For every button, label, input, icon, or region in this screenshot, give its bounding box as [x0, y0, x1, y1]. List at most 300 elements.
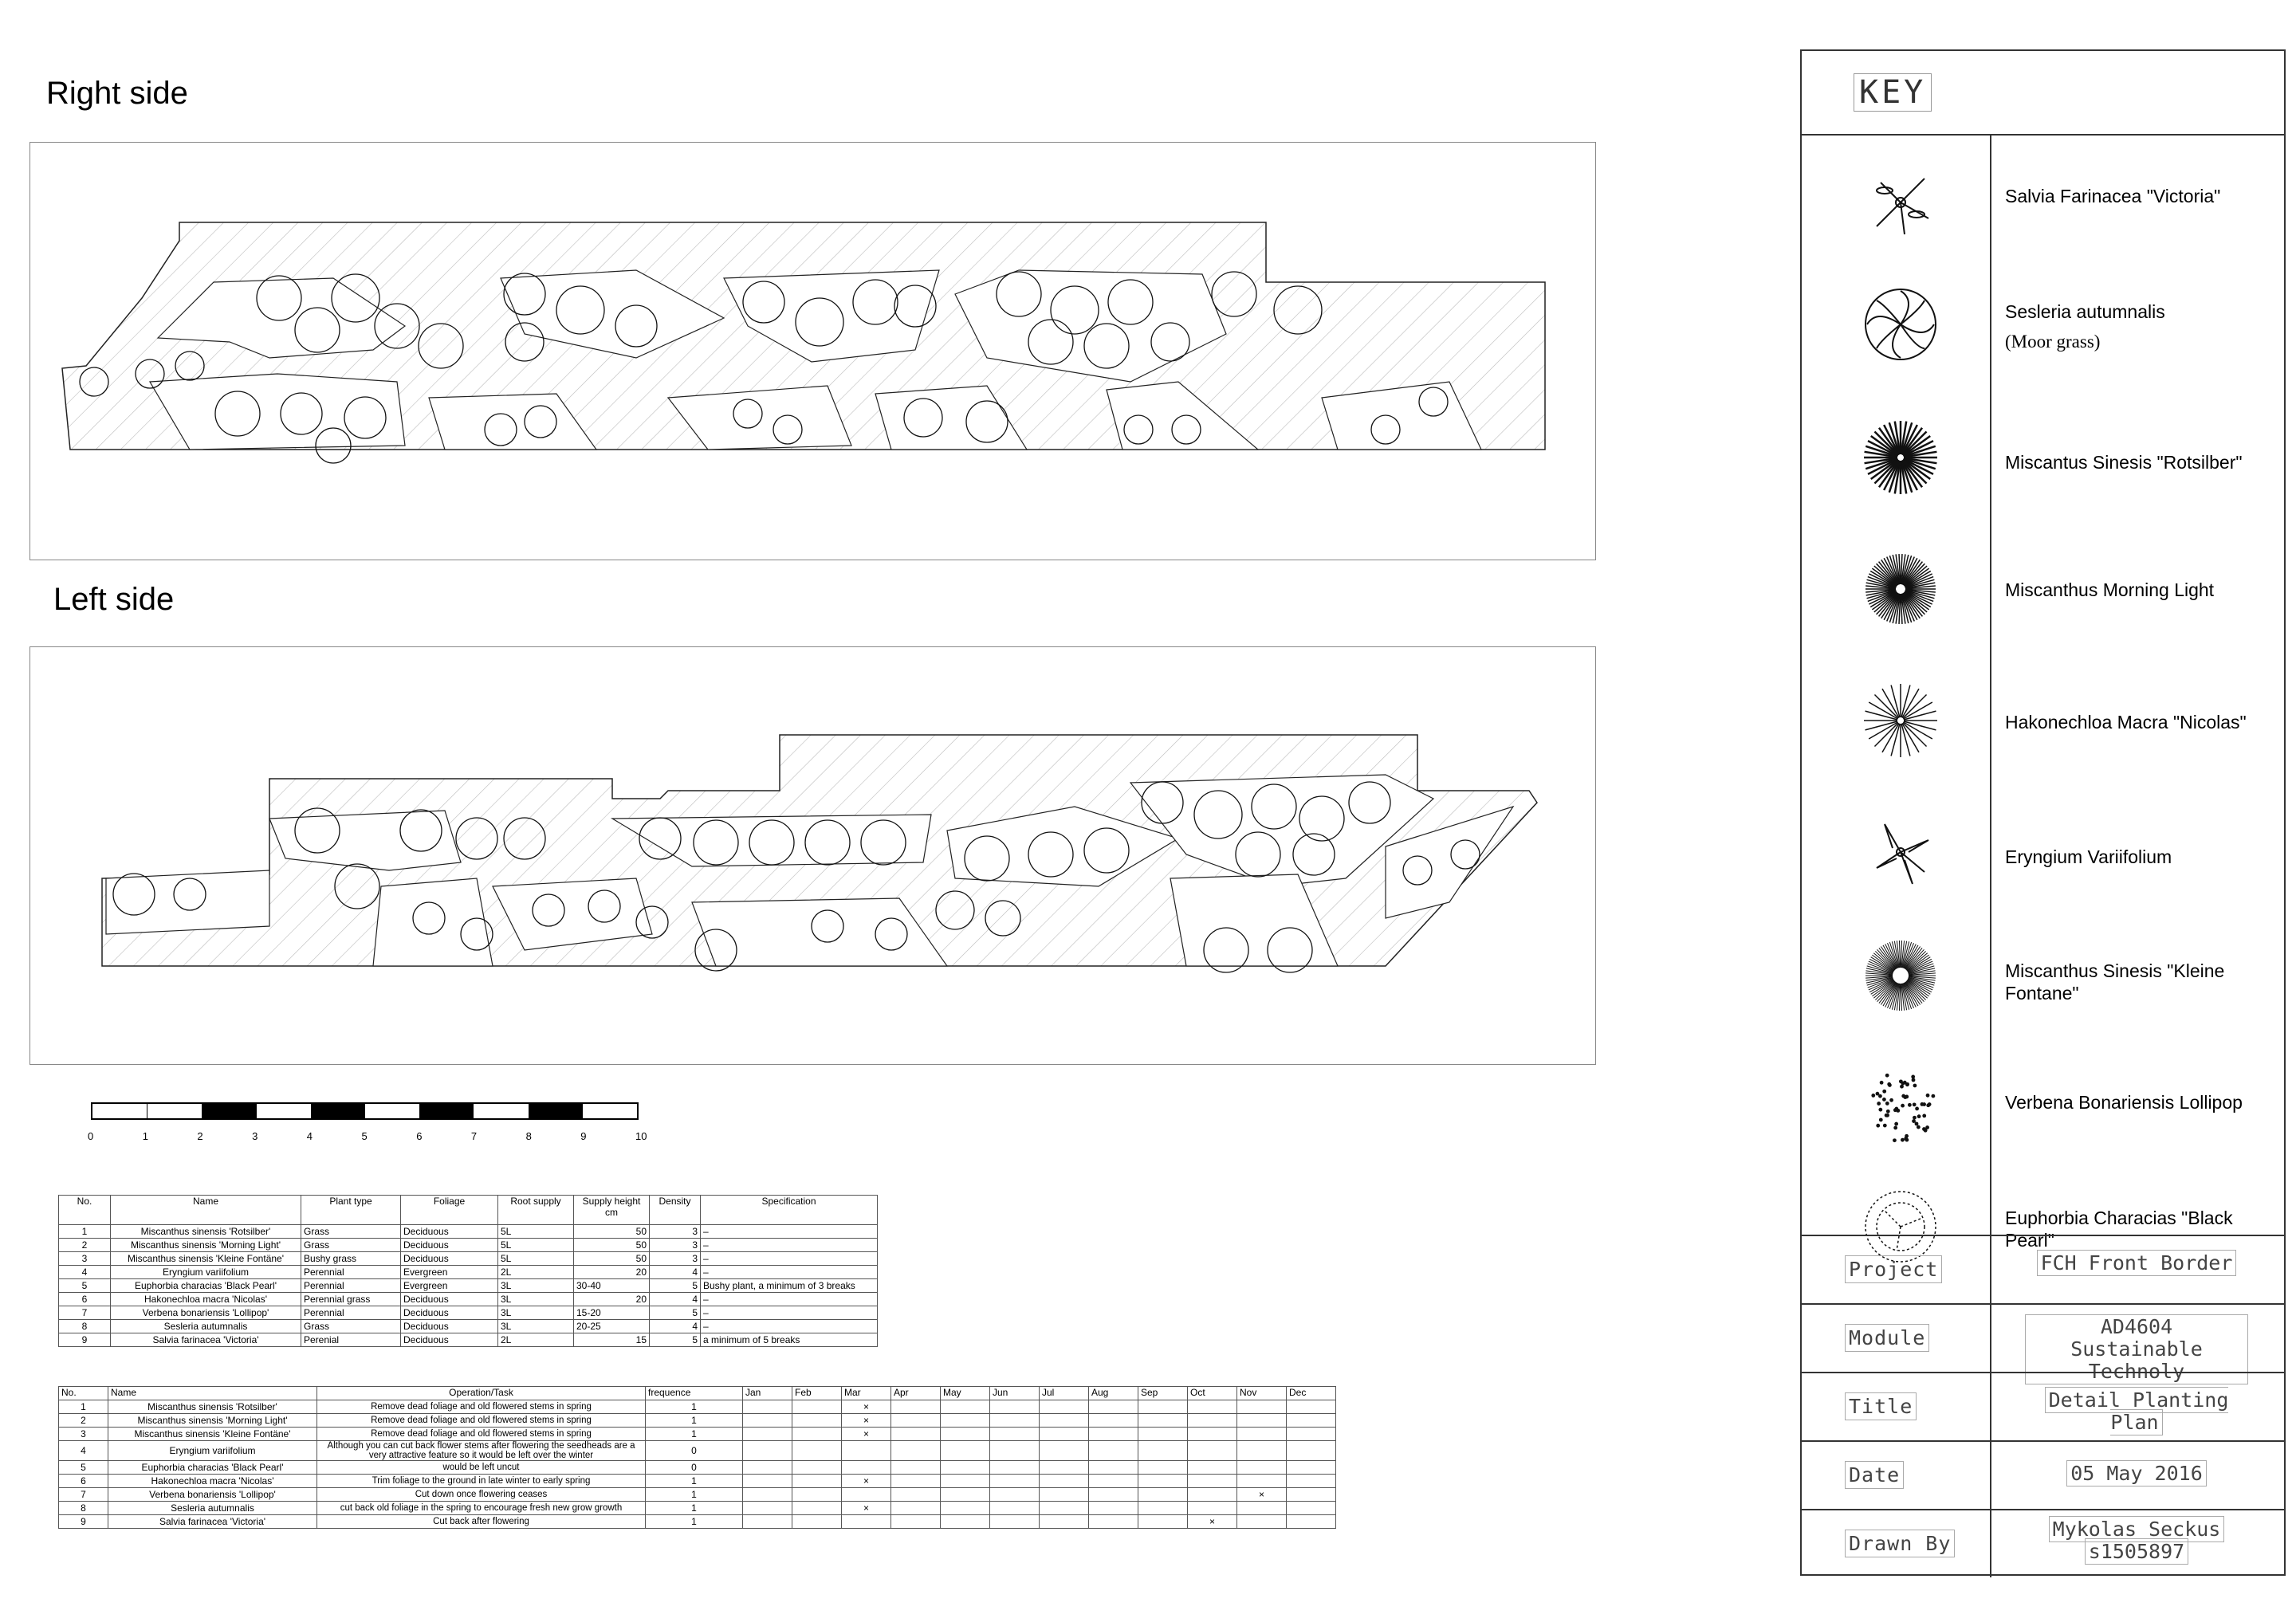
task-table-cell: Trim foliage to the ground in late winter to early spring — [317, 1475, 646, 1488]
plant-table-cell: 3L — [498, 1306, 574, 1320]
plant-table-cell: – — [701, 1266, 878, 1279]
task-month-cell — [1138, 1515, 1188, 1529]
task-table-header: Oct — [1188, 1387, 1237, 1400]
task-table-cell: Remove dead foliage and old flowered stems in spring — [317, 1414, 646, 1428]
task-month-cell — [891, 1414, 941, 1428]
plant-table-cell: 2 — [59, 1239, 111, 1252]
plant-table-cell: 3 — [650, 1225, 701, 1239]
task-table-cell: Cut back after flowering — [317, 1515, 646, 1529]
task-table-header: Jul — [1040, 1387, 1089, 1400]
task-table-header: Apr — [891, 1387, 941, 1400]
plant-table-cell: 50 — [574, 1225, 650, 1239]
plant-table-cell: Perennial — [301, 1279, 401, 1293]
date-row — [1802, 1440, 2284, 1510]
task-month-cell — [990, 1502, 1040, 1515]
task-month-cell — [1287, 1475, 1336, 1488]
plant-table-row — [59, 1225, 878, 1239]
task-table-cell: Cut down once flowering ceases — [317, 1488, 646, 1502]
drawn-by-label: Drawn By — [1845, 1530, 1955, 1557]
plant-table-cell: 6 — [59, 1293, 111, 1306]
key-item-morning-light — [1802, 529, 2284, 657]
plant-table-cell: Sesleria autumnalis — [111, 1320, 301, 1333]
task-month-cell — [1089, 1461, 1138, 1475]
task-table-cell: Hakonechloa macra 'Nicolas' — [108, 1475, 317, 1488]
plant-table-cell: 3 — [59, 1252, 111, 1266]
plant-table-cell: 9 — [59, 1333, 111, 1347]
task-table-row — [59, 1441, 1336, 1461]
task-month-cell — [1089, 1414, 1138, 1428]
plant-table-cell: Deciduous — [401, 1306, 498, 1320]
task-month-cell — [891, 1428, 941, 1441]
task-month-cell — [941, 1461, 990, 1475]
right-side-heading: Right side — [46, 76, 188, 111]
plant-table-cell: 5L — [498, 1252, 574, 1266]
plant-table-cell: 3 — [650, 1252, 701, 1266]
key-label-verbena: Verbena Bonariensis Lollipop — [2005, 1092, 2243, 1113]
task-month-cell — [1188, 1414, 1237, 1428]
plant-table-cell: 1 — [59, 1225, 111, 1239]
plant-table-cell: Deciduous — [401, 1252, 498, 1266]
scale-tick: 10 — [635, 1130, 647, 1142]
plant-table-row — [59, 1266, 878, 1279]
plant-table-cell: Salvia farinacea 'Victoria' — [111, 1333, 301, 1347]
plant-table-cell: Perenial — [301, 1333, 401, 1347]
salvia-icon — [1861, 163, 1940, 242]
scale-tick: 6 — [416, 1130, 423, 1142]
task-table-cell: Remove dead foliage and old flowered stems in spring — [317, 1428, 646, 1441]
task-month-cell — [1237, 1428, 1287, 1441]
task-month-cell — [1040, 1515, 1089, 1529]
task-month-cell — [1089, 1428, 1138, 1441]
task-table-row — [59, 1515, 1336, 1529]
plant-table-cell: – — [701, 1293, 878, 1306]
scale-tick: 5 — [361, 1130, 368, 1142]
plant-table-header: Specification — [701, 1196, 878, 1225]
plant-table-cell: Perennial grass — [301, 1293, 401, 1306]
plant-table-cell: – — [701, 1239, 878, 1252]
plant-table-cell: Perennial — [301, 1266, 401, 1279]
task-table-cell: would be left uncut — [317, 1461, 646, 1475]
task-month-cell — [1287, 1502, 1336, 1515]
plant-table-header: Density — [650, 1196, 701, 1225]
task-table-cell: Salvia farinacea 'Victoria' — [108, 1515, 317, 1529]
plant-table-cell: Grass — [301, 1320, 401, 1333]
task-table-header: May — [941, 1387, 990, 1400]
task-month-cell — [1287, 1441, 1336, 1461]
task-table-header: Aug — [1089, 1387, 1138, 1400]
key-item-verbena — [1802, 1051, 2284, 1171]
plant-table-cell: 15 — [574, 1333, 650, 1347]
plant-table-cell: 15-20 — [574, 1306, 650, 1320]
plant-table-cell: 4 — [59, 1266, 111, 1279]
task-month-cell — [1040, 1428, 1089, 1441]
plant-table-cell: – — [701, 1252, 878, 1266]
task-month-cell — [990, 1414, 1040, 1428]
plant-table-cell: Miscanthus sinensis 'Rotsilber' — [111, 1225, 301, 1239]
task-table-cell: 1 — [646, 1400, 743, 1414]
task-month-cell — [891, 1475, 941, 1488]
plant-table-cell: 8 — [59, 1320, 111, 1333]
key-item-eryngium — [1802, 788, 2284, 916]
key-label-sesleria-common: (Moor grass) — [2005, 332, 2101, 351]
task-month-cell: × — [842, 1400, 891, 1414]
task-month-cell — [891, 1502, 941, 1515]
title-label: Title — [1845, 1392, 1917, 1420]
task-month-cell — [743, 1414, 792, 1428]
task-month-cell — [743, 1502, 792, 1515]
key-label-euphorbia: Euphorbia Characias "Black Pearl" — [2005, 1208, 2233, 1251]
key-label-salvia: Salvia Farinacea "Victoria" — [2005, 186, 2221, 206]
task-month-cell — [941, 1488, 990, 1502]
plant-table-cell: Perennial — [301, 1306, 401, 1320]
key-item-salvia — [1802, 147, 2284, 266]
task-month-cell: × — [1237, 1488, 1287, 1502]
task-month-cell — [1089, 1502, 1138, 1515]
plant-table-cell: 30-40 — [574, 1279, 650, 1293]
plant-table-cell: 2L — [498, 1333, 574, 1347]
plant-table-cell: Hakonechloa macra 'Nicolas' — [111, 1293, 301, 1306]
plant-table-cell: – — [701, 1320, 878, 1333]
drawn-by-value: Mykolas Seckus — [2049, 1516, 2225, 1542]
module-row — [1802, 1303, 2284, 1383]
key-label-kleine-fontane: Miscanthus Sinesis "Kleine Fontane" — [2005, 960, 2225, 1003]
task-month-cell — [1188, 1488, 1237, 1502]
plant-table-cell: 5 — [650, 1279, 701, 1293]
task-month-cell — [1089, 1400, 1138, 1414]
task-month-cell — [792, 1502, 842, 1515]
task-month-cell: × — [842, 1414, 891, 1428]
task-month-cell — [743, 1488, 792, 1502]
task-month-cell — [1237, 1461, 1287, 1475]
task-month-cell — [1089, 1475, 1138, 1488]
plant-table-cell: 5 — [59, 1279, 111, 1293]
key-label-hakonechloa: Hakonechloa Macra "Nicolas" — [2005, 712, 2247, 732]
task-month-cell — [1040, 1414, 1089, 1428]
task-table-cell: 6 — [59, 1475, 108, 1488]
task-table-cell: Eryngium variifolium — [108, 1441, 317, 1461]
plant-table-cell: 20 — [574, 1293, 650, 1306]
task-month-cell — [792, 1428, 842, 1441]
task-month-cell — [792, 1414, 842, 1428]
plant-table-cell: Evergreen — [401, 1266, 498, 1279]
task-table-cell: 7 — [59, 1488, 108, 1502]
left-side-plan-drawing — [30, 647, 1595, 1064]
task-table-cell: Sesleria autumnalis — [108, 1502, 317, 1515]
key-label-rotsilber: Miscantus Sinesis "Rotsilber" — [2005, 452, 2243, 473]
plant-table-cell: 5L — [498, 1225, 574, 1239]
task-month-cell — [1040, 1461, 1089, 1475]
task-table-cell: 2 — [59, 1414, 108, 1428]
task-month-cell — [1089, 1515, 1138, 1529]
task-table-header: Mar — [842, 1387, 891, 1400]
task-month-cell — [1138, 1441, 1188, 1461]
scale-tick: 2 — [197, 1130, 203, 1142]
plant-table-row — [59, 1320, 878, 1333]
task-month-cell — [1138, 1400, 1188, 1414]
task-table-cell: 0 — [646, 1461, 743, 1475]
plant-table-header: Supply height cm — [574, 1196, 650, 1225]
scale-tick: 3 — [252, 1130, 258, 1142]
task-month-cell — [1089, 1488, 1138, 1502]
task-table-header: Jun — [990, 1387, 1040, 1400]
plant-table-cell: 50 — [574, 1252, 650, 1266]
task-month-cell — [743, 1428, 792, 1441]
project-value: FCH Front Border — [2037, 1250, 2237, 1276]
project-label: Project — [1845, 1255, 1942, 1283]
task-table-row — [59, 1461, 1336, 1475]
key-label-sesleria: Sesleria autumnalis — [2005, 301, 2165, 322]
task-table-row — [59, 1428, 1336, 1441]
key-label-eryngium: Eryngium Variifolium — [2005, 846, 2172, 867]
task-table-header: Sep — [1138, 1387, 1188, 1400]
task-month-cell — [1040, 1441, 1089, 1461]
task-month-cell — [1138, 1414, 1188, 1428]
task-month-cell — [792, 1400, 842, 1414]
task-month-cell — [941, 1502, 990, 1515]
left-side-plan — [29, 646, 1596, 1065]
task-month-cell — [1138, 1488, 1188, 1502]
right-side-plan — [29, 142, 1596, 560]
task-table-cell: Remove dead foliage and old flowered stems in spring — [317, 1400, 646, 1414]
scale-tick: 9 — [580, 1130, 587, 1142]
task-month-cell — [842, 1488, 891, 1502]
task-month-cell: × — [1188, 1515, 1237, 1529]
task-table-cell: Miscanthus sinensis 'Rotsilber' — [108, 1400, 317, 1414]
plant-table — [58, 1195, 878, 1347]
task-month-cell — [792, 1515, 842, 1529]
plant-table-cell: Bushy grass — [301, 1252, 401, 1266]
task-month-cell — [891, 1515, 941, 1529]
task-table-cell: 1 — [646, 1515, 743, 1529]
task-month-cell — [891, 1488, 941, 1502]
task-table-cell: 9 — [59, 1515, 108, 1529]
task-month-cell — [842, 1461, 891, 1475]
task-table-cell: 1 — [59, 1400, 108, 1414]
task-table-header: Nov — [1237, 1387, 1287, 1400]
task-month-cell — [1188, 1441, 1237, 1461]
task-table-header: Operation/Task — [317, 1387, 646, 1400]
left-side-heading: Left side — [53, 582, 175, 617]
plant-table-cell: Miscanthus sinensis 'Kleine Fontäne' — [111, 1252, 301, 1266]
kleine-fontane-icon — [1861, 936, 1940, 1015]
task-month-cell — [1287, 1400, 1336, 1414]
project-row — [1802, 1235, 2284, 1305]
task-month-cell — [1237, 1502, 1287, 1515]
task-table-cell: Miscanthus sinensis 'Morning Light' — [108, 1414, 317, 1428]
plant-table-header: No. — [59, 1196, 111, 1225]
date-label: Date — [1845, 1461, 1904, 1489]
module-value: AD4604 Sustainable Technoly — [2025, 1314, 2248, 1384]
plant-table-row — [59, 1252, 878, 1266]
task-table-cell: Although you can cut back flower stems after flowering the seedheads are a very attractive feature so it would be left over the winter — [317, 1441, 646, 1461]
task-table-row — [59, 1475, 1336, 1488]
task-table-cell: cut back old foliage in the spring to encourage fresh new grow growth — [317, 1502, 646, 1515]
task-table-cell: 0 — [646, 1441, 743, 1461]
key-title: KEY — [1854, 73, 1932, 112]
plant-table-cell: Euphorbia characias 'Black Pearl' — [111, 1279, 301, 1293]
plant-table-cell: 5L — [498, 1239, 574, 1252]
task-table-header: frequence — [646, 1387, 743, 1400]
task-month-cell — [1287, 1414, 1336, 1428]
plant-table-cell: 5 — [650, 1333, 701, 1347]
task-month-cell — [1040, 1488, 1089, 1502]
plant-table-header: Name — [111, 1196, 301, 1225]
plant-table-cell: – — [701, 1225, 878, 1239]
task-month-cell — [1040, 1475, 1089, 1488]
task-month-cell — [990, 1428, 1040, 1441]
plant-table-cell: Deciduous — [401, 1293, 498, 1306]
task-month-cell — [1287, 1428, 1336, 1441]
task-month-cell — [792, 1488, 842, 1502]
task-month-cell — [1040, 1502, 1089, 1515]
task-month-cell: × — [842, 1502, 891, 1515]
task-month-cell — [1287, 1488, 1336, 1502]
plant-table-row — [59, 1333, 878, 1347]
task-month-cell — [743, 1461, 792, 1475]
maintenance-table — [58, 1386, 1336, 1529]
task-month-cell — [990, 1441, 1040, 1461]
plant-table-cell: Deciduous — [401, 1225, 498, 1239]
right-side-plan-drawing — [30, 143, 1595, 560]
plant-table-cell: Grass — [301, 1225, 401, 1239]
task-table-cell: Euphorbia characias 'Black Pearl' — [108, 1461, 317, 1475]
morning-light-icon — [1861, 549, 1940, 629]
task-month-cell — [792, 1441, 842, 1461]
key-item-hakonechloa — [1802, 657, 2284, 788]
task-month-cell — [891, 1441, 941, 1461]
task-table-cell: 1 — [646, 1428, 743, 1441]
task-table-header: No. — [59, 1387, 108, 1400]
task-table-cell: Miscanthus sinensis 'Kleine Fontäne' — [108, 1428, 317, 1441]
scale-tick: 0 — [88, 1130, 94, 1142]
plant-table-cell: Verbena bonariensis 'Lollipop' — [111, 1306, 301, 1320]
task-table-row — [59, 1400, 1336, 1414]
plant-table-cell: Grass — [301, 1239, 401, 1252]
task-table-row — [59, 1502, 1336, 1515]
task-month-cell — [743, 1441, 792, 1461]
task-month-cell — [941, 1475, 990, 1488]
plant-table-cell: 4 — [650, 1266, 701, 1279]
scale-tick: 4 — [306, 1130, 313, 1142]
task-month-cell — [1237, 1414, 1287, 1428]
key-item-rotsilber — [1802, 402, 2284, 529]
task-table-cell: 1 — [646, 1488, 743, 1502]
plant-table-cell: 3 — [650, 1239, 701, 1252]
task-month-cell: × — [842, 1428, 891, 1441]
task-month-cell — [1089, 1441, 1138, 1461]
task-table-cell: 3 — [59, 1428, 108, 1441]
task-month-cell — [891, 1461, 941, 1475]
task-table-cell: 1 — [646, 1414, 743, 1428]
plant-table-cell: 3L — [498, 1293, 574, 1306]
task-month-cell — [990, 1488, 1040, 1502]
key-item-sesleria — [1802, 270, 2284, 398]
task-month-cell — [1040, 1400, 1089, 1414]
task-month-cell — [792, 1475, 842, 1488]
title-value: Detail Planting Plan — [2045, 1387, 2229, 1435]
plant-table-cell: 20-25 — [574, 1320, 650, 1333]
scale-tick: 1 — [142, 1130, 148, 1142]
task-table-cell: 5 — [59, 1461, 108, 1475]
task-month-cell — [1287, 1461, 1336, 1475]
task-month-cell — [743, 1400, 792, 1414]
task-month-cell — [1287, 1515, 1336, 1529]
plant-table-header: Plant type — [301, 1196, 401, 1225]
task-month-cell — [842, 1441, 891, 1461]
plant-table-cell: Eryngium variifolium — [111, 1266, 301, 1279]
plant-table-header: Root supply — [498, 1196, 574, 1225]
plant-table-cell: Deciduous — [401, 1239, 498, 1252]
plant-table-cell: 2L — [498, 1266, 574, 1279]
task-month-cell — [1188, 1502, 1237, 1515]
task-month-cell — [1138, 1502, 1188, 1515]
task-month-cell — [990, 1400, 1040, 1414]
task-month-cell — [941, 1400, 990, 1414]
task-month-cell — [1237, 1475, 1287, 1488]
task-month-cell — [792, 1461, 842, 1475]
task-month-cell — [990, 1515, 1040, 1529]
plant-table-cell: 4 — [650, 1320, 701, 1333]
task-month-cell — [1138, 1461, 1188, 1475]
plant-table-row — [59, 1306, 878, 1320]
task-table-header: Name — [108, 1387, 317, 1400]
scale-tick: 7 — [470, 1130, 478, 1142]
task-month-cell — [990, 1461, 1040, 1475]
drawn-by-row — [1802, 1509, 2284, 1577]
task-month-cell — [1188, 1475, 1237, 1488]
task-table-header: Feb — [792, 1387, 842, 1400]
plant-table-header: Foliage — [401, 1196, 498, 1225]
verbena-icon — [1861, 1067, 1940, 1147]
task-month-cell — [1237, 1400, 1287, 1414]
task-month-cell — [1237, 1441, 1287, 1461]
rotsilber-icon — [1861, 418, 1940, 497]
task-month-cell — [941, 1414, 990, 1428]
task-month-cell — [990, 1475, 1040, 1488]
task-table-row — [59, 1414, 1336, 1428]
student-id: s1505897 — [2085, 1538, 2188, 1565]
task-table-cell: 1 — [646, 1502, 743, 1515]
plant-table-cell: Bushy plant, a minimum of 3 breaks — [701, 1279, 878, 1293]
task-month-cell — [941, 1428, 990, 1441]
plant-table-row — [59, 1279, 878, 1293]
plant-table-cell: a minimum of 5 breaks — [701, 1333, 878, 1347]
task-month-cell — [941, 1515, 990, 1529]
plant-table-cell: 5 — [650, 1306, 701, 1320]
key-item-kleine-fontane — [1802, 920, 2284, 1047]
plant-table-cell: 7 — [59, 1306, 111, 1320]
plant-table-cell: 4 — [650, 1293, 701, 1306]
task-month-cell — [1188, 1428, 1237, 1441]
plant-table-cell: – — [701, 1306, 878, 1320]
task-table-cell: Verbena bonariensis 'Lollipop' — [108, 1488, 317, 1502]
plant-table-cell: Deciduous — [401, 1320, 498, 1333]
title-row — [1802, 1372, 2284, 1442]
key-panel — [1800, 49, 2286, 1576]
plant-table-cell: 3L — [498, 1320, 574, 1333]
eryngium-icon — [1861, 812, 1940, 892]
task-table-cell: 8 — [59, 1502, 108, 1515]
task-month-cell — [743, 1515, 792, 1529]
scale-bar — [91, 1102, 639, 1120]
task-table-header: Dec — [1287, 1387, 1336, 1400]
task-month-cell — [1138, 1475, 1188, 1488]
task-month-cell — [891, 1400, 941, 1414]
task-table-cell: 4 — [59, 1441, 108, 1461]
plant-table-cell: 3L — [498, 1279, 574, 1293]
task-month-cell — [1188, 1461, 1237, 1475]
task-table-header: Jan — [743, 1387, 792, 1400]
